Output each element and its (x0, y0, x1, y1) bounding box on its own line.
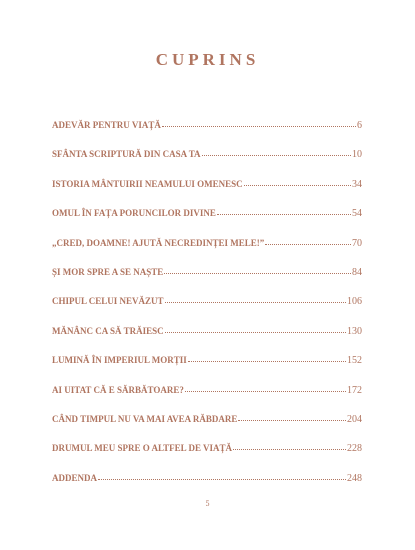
dot-leader (244, 185, 351, 186)
toc-entry-page: 172 (347, 384, 362, 396)
toc-entry-title: AI UITAT CĂ E SĂRBĂTOARE? (52, 384, 184, 395)
toc-entry-page: 228 (347, 443, 362, 455)
toc-entry-page: 130 (347, 325, 362, 337)
toc-entry-title: OMUL ÎN FAȚA PORUNCILOR DIVINE (52, 208, 216, 219)
toc-entry[interactable] (52, 296, 362, 325)
toc-entry-page: 106 (347, 296, 362, 308)
toc-entry-title: DRUMUL MEU SPRE O ALTFEL DE VIAȚĂ (52, 443, 233, 454)
dot-leader (233, 449, 346, 450)
toc-entry-page: 6 (357, 120, 362, 131)
toc-entry-page: 84 (352, 266, 362, 278)
toc-entry[interactable] (52, 385, 362, 414)
toc-entry-title: SFÂNTA SCRIPTURĂ DIN CASA TA (52, 149, 201, 160)
toc-entry[interactable] (52, 238, 362, 267)
page-number: 5 (205, 499, 210, 508)
dot-leader (185, 391, 346, 392)
dot-leader (188, 361, 346, 362)
dot-leader (164, 273, 351, 274)
toc-entry[interactable] (52, 414, 362, 443)
dot-leader (162, 126, 356, 127)
dot-leader (165, 332, 346, 333)
toc-entry-title: MĂNÂNC CA SĂ TRĂIESC (52, 325, 164, 336)
toc-entry[interactable] (52, 355, 362, 384)
dot-leader (265, 244, 351, 245)
toc-entry[interactable] (52, 326, 362, 355)
toc-entry-title: „CRED, DOAMNE! AJUTĂ NECREDINȚEI MELE!” (52, 237, 265, 248)
dot-leader (238, 420, 346, 421)
dot-leader (98, 479, 346, 480)
toc-entry-page: 54 (352, 208, 362, 220)
toc-entry-title: ADDENDA (52, 472, 97, 483)
toc-entry-page: 204 (347, 413, 362, 425)
toc-entry-title: ȘI MOR SPRE A SE NAȘTE (52, 266, 164, 277)
toc-entry-page: 70 (352, 237, 362, 249)
toc-entry-page: 248 (347, 472, 362, 484)
toc-entry-title: ADEVĂR PENTRU VIAȚĂ (52, 120, 161, 130)
dot-leader (217, 214, 351, 215)
toc-entry-page: 10 (352, 149, 362, 161)
table-of-contents (52, 120, 362, 502)
toc-entry[interactable] (52, 267, 362, 296)
toc-entry[interactable] (52, 149, 362, 178)
toc-entry-title: CHIPUL CELUI NEVĂZUT (52, 296, 164, 307)
toc-entry-page: 34 (352, 178, 362, 190)
toc-entry[interactable] (52, 179, 362, 208)
toc-entry[interactable] (52, 120, 362, 149)
toc-entry-title: LUMINĂ ÎN IMPERIUL MORȚII (52, 355, 187, 366)
dot-leader (202, 155, 351, 156)
toc-entry-title: ISTORIA MÂNTUIRII NEAMULUI OMENESC (52, 178, 243, 189)
dot-leader (165, 302, 346, 303)
toc-entry[interactable] (52, 443, 362, 472)
toc-entry[interactable] (52, 473, 362, 502)
page-title: CUPRINS (155, 50, 260, 69)
toc-entry[interactable] (52, 208, 362, 237)
toc-entry-page: 152 (347, 355, 362, 367)
toc-entry-title: CÂND TIMPUL NU VA MAI AVEA RĂBDARE (52, 413, 238, 424)
